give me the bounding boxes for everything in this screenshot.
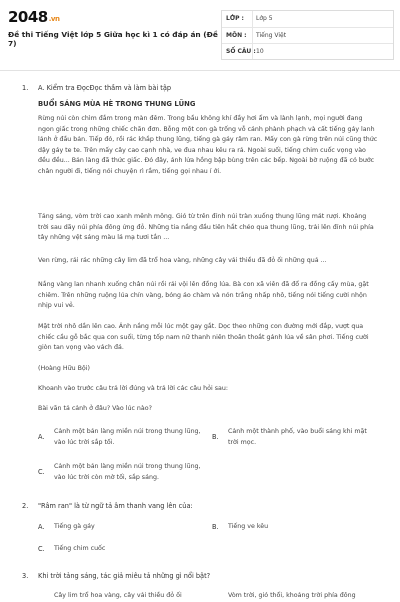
passage-author: (Hoàng Hữu Bội) (38, 365, 90, 372)
info-label: LỚP : (226, 15, 244, 22)
page-title: Đề thi Tiếng Việt lớp 5 Giữa học kì 1 có đáp án (Đề 7) (8, 30, 218, 48)
option-b-letter[interactable]: B. (212, 433, 219, 441)
option-a-text[interactable]: Cây lim trổ hoa vàng, cây vải thiều đỏ ối (54, 592, 182, 599)
passage-paragraph: Rừng núi còn chìm đắm trong màn đêm. Trong bầu không khí đầy hơi ẩm và lành lạnh, mọi người đang ngon giấc trong những chiếc chăn đơn. Bỗng một con gà trống vỗ cánh phành phạch và cất tiếng gáy lanh lảnh ở đầu bản. Tiếp đó, rồi rác khắp thung lũng, tiếng gà gáy râm ran. Mấy con gà rừng trên núi cũng thức dậy gáy te te. Trên mấy cây cao cạnh nhà, ve đua nhau kêu ra rả. Ngoài suối, tiếng chim cuốc vọng vào đều đều... Bản làng đã thức giấc. Đó đây, ánh lửa hồng bập bùng trên các bếp. Ngoài bờ ruộng đã có bước chân người đi, tiếng nói chuyện rì rầm, tiếng gọi nhau í ới. (38, 115, 378, 175)
option-a-letter[interactable]: A. (38, 523, 45, 531)
option-a-text[interactable]: Cảnh một bản làng miền núi trong thung lũng, vào lúc trời sắp tối. (54, 428, 201, 446)
instruction-text: Khoanh vào trước câu trả lời đúng và trả lời các câu hỏi sau: (38, 385, 228, 392)
header-divider (0, 70, 400, 71)
site-logo[interactable] (8, 8, 59, 26)
passage-paragraph: Nắng vàng lan nhanh xuống chân núi rồi rải vội lên đồng lúa. Bà con xã viên đã đổ ra đồng cấy mùa, gặt chiêm. Trên những ruộng lúa chín vàng, bóng áo chàm và nón trắng nhấp nhô, tiếng nói tiếng cười nhộn nhịp vui vẻ. (38, 281, 369, 309)
exam-info-box (221, 10, 394, 60)
info-label: SỐ CÂU : (226, 48, 256, 55)
option-b-text[interactable]: Vòm trời, gió thổi, khoảng trời phía đông (228, 592, 356, 599)
logo-main-text: 2048 (8, 8, 48, 26)
sub-question: Bài văn tả cảnh ở đâu? Vào lúc nào? (38, 405, 152, 412)
info-value: Tiếng Việt (256, 32, 287, 39)
option-c-text[interactable]: Tiếng chim cuốc (54, 545, 106, 552)
question-number: 2. (22, 502, 29, 510)
option-a-text[interactable]: Tiếng gà gáy (54, 523, 95, 530)
info-row-question-count (222, 43, 393, 60)
option-b-text[interactable]: Cảnh một thành phố, vào buổi sáng khi mặt trời mọc. (228, 428, 367, 446)
question-prompt: A. Kiểm tra ĐọcĐọc thầm và làm bài tập (38, 84, 172, 92)
document-header (0, 0, 400, 66)
option-c-letter[interactable]: C. (38, 545, 45, 553)
info-value: Lớp 5 (256, 15, 273, 22)
logo-suffix-text: .vn (48, 15, 60, 23)
info-row-grade (222, 11, 393, 27)
option-b-letter[interactable]: B. (212, 523, 219, 531)
question-number: 1. (22, 84, 29, 92)
question-number: 3. (22, 572, 29, 580)
info-value: 10 (256, 48, 264, 55)
info-label: MÔN : (226, 32, 247, 39)
option-b-text[interactable]: Tiếng ve kêu (228, 523, 269, 530)
option-a-letter[interactable]: A. (38, 433, 45, 441)
question-prompt: Khi trời tảng sáng, tác giả miêu tả những gì nổi bật? (38, 572, 211, 580)
passage-paragraph: Mặt trời nhô dần lên cao. Ánh nắng mỗi lúc một gay gắt. Dọc theo những con đường mới đắp, vượt qua chiếc cầu gỗ bắc qua con suối, từng tốp nam nữ thanh niên thoăn thoắt gánh lúa về sân phơi. Tiếng cười giòn tan vọng vào vách đá. (38, 323, 369, 351)
question-prompt: "Râm ran" là từ ngữ tả âm thanh vang lên của: (38, 502, 193, 510)
passage-paragraph: Tảng sáng, vòm trời cao xanh mênh mông. Gió từ trên đỉnh núi tràn xuống thung lũng mát rượi. Khoảng trời sau dãy núi phía đông ửng đỏ. Những tia nắng đầu tiên hắt chéo qua thung lũng, trải lên đỉnh núi phía tây những vệt sáng màu lá mạ tươi tắn ... (38, 213, 374, 241)
passage-title: BUỔI SÁNG MÙA HÈ TRONG THUNG LŨNG (38, 100, 196, 108)
option-c-text[interactable]: Cảnh một bản làng miền núi trong thung lũng, vào lúc trời còn mờ tối, sắp sáng. (54, 463, 201, 481)
info-row-subject (222, 27, 393, 44)
passage-paragraph: Ven rừng, rải rác những cây lim đã trổ hoa vàng, những cây vải thiều đã đỏ ối những quả ... (38, 257, 327, 264)
option-c-letter[interactable]: C. (38, 468, 45, 476)
